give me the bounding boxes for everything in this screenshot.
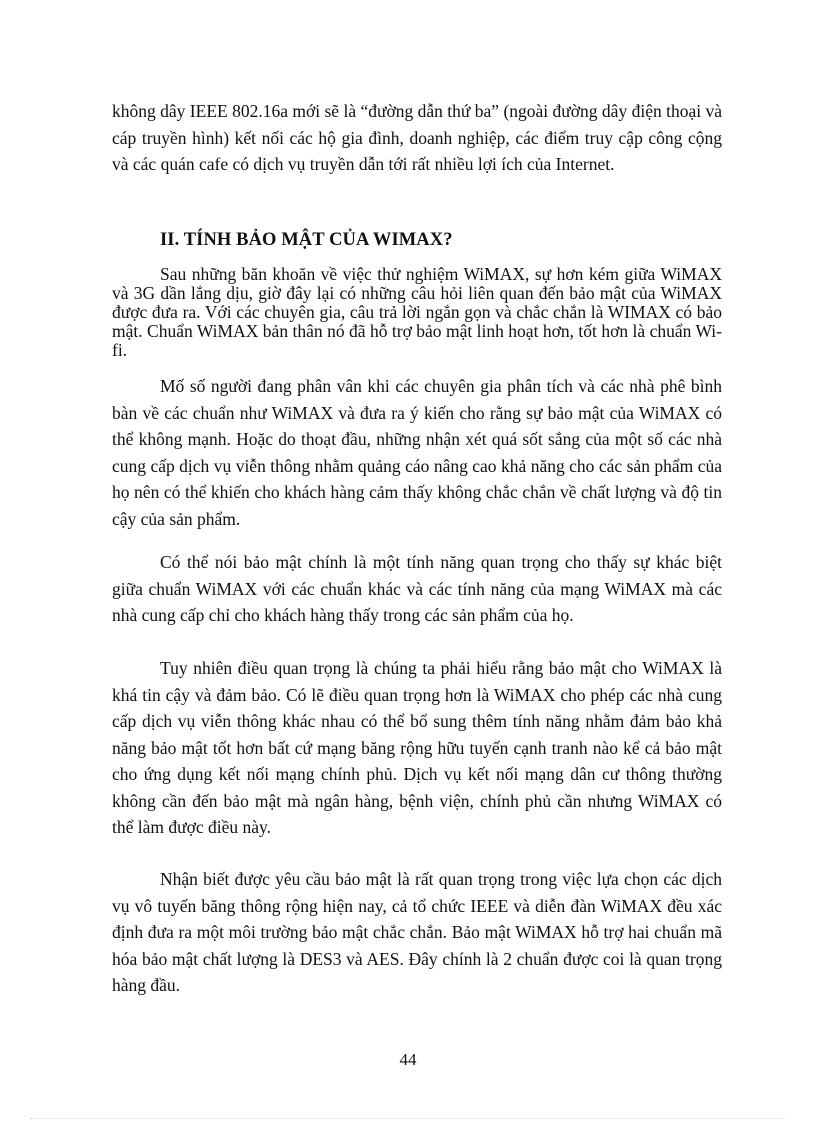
- paragraph-3: Có thể nói bảo mật chính là một tính năng quan trọng cho thấy sự khác biệt giữa chuẩn WiMAX với các chuẩn khác và các tính năng của mạng WiMAX mà các nhà cung cấp chỉ cho khách hàng thấy trong các sản phẩm của họ.: [112, 552, 722, 625]
- paragraph-4: Tuy nhiên điều quan trọng là chúng ta phải hiểu rằng bảo mật cho WiMAX là khá tin cậy và đảm bảo. Có lẽ điều quan trọng hơn là WiMAX cho phép các nhà cung cấp dịch vụ viễn thông khác nhau có thể bổ sung thêm tính năng nhằm đảm bảo khả năng bảo mật tốt hơn bất cứ mạng băng rộng hữu tuyến cạnh tranh nào kể cả bảo mật cho ứng dụng kết nối mạng chính phủ. Dịch vụ kết nối mạng dân cư thông thường không cần đến bảo mật mà ngân hàng, bệnh viện, chính phủ cần nhưng WiMAX có thể làm được điều này.: [112, 658, 722, 837]
- paragraph-1: Sau những băn khoăn về việc thử nghiệm WiMAX, sự hơn kém giữa WiMAX và 3G dần lắng dịu, giờ đây lại có những câu hỏi liên quan đến bảo mật của WiMAX được đưa ra. Với các chuyên gia, câu trả lời ngắn gọn và chắc chắn là WIMAX có bảo mật. Chuẩn WiMAX bản thân nó đã hỗ trợ bảo mật linh hoạt hơn, tốt hơn là chuẩn Wi-fi.: [112, 264, 722, 360]
- page-bottom-rule: [30, 1118, 786, 1119]
- paragraph-5: Nhận biết được yêu cầu bảo mật là rất quan trọng trong việc lựa chọn các dịch vụ vô tuyến băng thông rộng hiện nay, cả tổ chức IEEE và diễn đàn WiMAX đều xác định đưa ra một môi trường bảo mật chắc chắn. Bảo mật WiMAX hỗ trợ hai chuẩn mã hóa bảo mật chất lượng là DES3 và AES. Đây chính là 2 chuẩn được coi là quan trọng hàng đầu.: [112, 869, 722, 995]
- paragraph-2: Mố số người đang phân vân khi các chuyên gia phân tích và các nhà phê bình bàn về các chuẩn như WiMAX và đưa ra ý kiến cho rằng sự bảo mật của WiMAX có thể không mạnh. Hoặc do thoạt đầu, những nhận xét quá sốt sắng của một số các nhà cung cấp dịch vụ viễn thông nhằm quảng cáo nâng cao khả năng cho các sản phẩm của họ nên có thể khiến cho khách hàng cảm thấy không chắc chắn về chất lượng và độ tin cậy của sản phẩm.: [112, 376, 722, 529]
- page-number: 44: [399, 1050, 417, 1069]
- section-heading: II. TÍNH BẢO MẬT CỦA WIMAX?: [160, 230, 453, 250]
- intro-paragraph: không dây IEEE 802.16a mới sẽ là “đường dẫn thứ ba” (ngoài đường dây điện thoại và cáp truyền hình) kết nối các hộ gia đình, doanh nghiệp, các điểm truy cập công cộng và các quán cafe có dịch vụ truyền dẫn tới rất nhiều lợi ích của Internet.: [112, 101, 722, 174]
